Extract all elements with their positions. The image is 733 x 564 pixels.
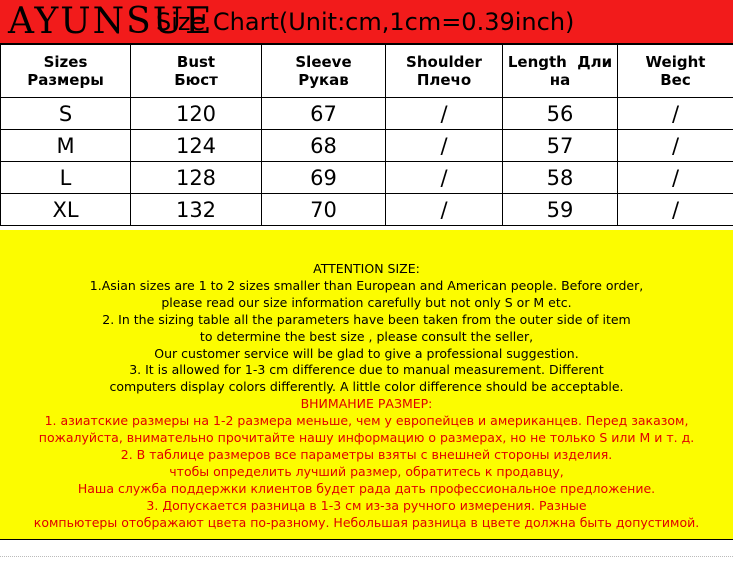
header-length: Length Дли на [503, 45, 618, 98]
table-row [1, 162, 733, 194]
size-notice [0, 230, 733, 540]
notice-line-ru: пожалуйста, внимательно прочитайте нашу информацию о размерах, но не только S или M и т. д. [38, 430, 695, 446]
size-cell: XL [1, 194, 131, 226]
sleeve-cell: 67 [262, 98, 386, 130]
table-row [1, 98, 733, 130]
bust-cell: 132 [131, 194, 262, 226]
bust-cell: 128 [131, 162, 262, 194]
notice-line-ru: Наша служба поддержки клиентов будет рада дать профессиональное предложение. [77, 480, 656, 496]
header-sleeve: Sleeve Рукав [262, 45, 386, 98]
notice-line-en: 1.Asian sizes are 1 to 2 sizes smaller than European and American people. Before order, [89, 277, 644, 293]
weight-cell: / [618, 194, 733, 226]
weight-cell: / [618, 98, 733, 130]
notice-line-en: to determine the best size , please consult the seller, [199, 328, 534, 344]
notice-line-en: 2. In the sizing table all the parameters have been taken from the outer side of item [102, 311, 631, 327]
header-shoulder: Shoulder Плечо [386, 45, 503, 98]
notice-line-ru: 2. В таблице размеров все параметры взяты с внешней стороны изделия. [120, 446, 613, 462]
notice-line-en: ATTENTION SIZE: [313, 261, 420, 276]
notice-line-ru: 3. Допускается разница в 1-3 см из-за ручного измерения. Разные [146, 497, 587, 513]
header-weight: Weight Вес [618, 45, 733, 98]
sleeve-cell: 68 [262, 130, 386, 162]
footer-divider [0, 556, 733, 557]
shoulder-cell: / [386, 130, 503, 162]
size-cell: M [1, 130, 131, 162]
sleeve-cell: 70 [262, 194, 386, 226]
size-cell: S [1, 98, 131, 130]
length-cell: 58 [503, 162, 618, 194]
length-cell: 56 [503, 98, 618, 130]
notice-line-en: 3. It is allowed for 1-3 cm difference due to manual measurement. Different [129, 362, 604, 378]
notice-line-en: Our customer service will be glad to give a professional suggestion. [154, 345, 579, 361]
size-cell: L [1, 162, 131, 194]
header-bust: Bust Бюст [131, 45, 262, 98]
bust-cell: 124 [131, 130, 262, 162]
brand-logo: AYUNSUE [8, 1, 214, 42]
chart-title: Size Chart(Unit:cm,1cm=0.39inch) [156, 8, 575, 36]
sleeve-cell: 69 [262, 162, 386, 194]
weight-cell: / [618, 162, 733, 194]
length-cell: 57 [503, 130, 618, 162]
bust-cell: 120 [131, 98, 262, 130]
shoulder-cell: / [386, 194, 503, 226]
table-row [1, 194, 733, 226]
size-table-header-row [1, 45, 733, 98]
notice-line-en: please read our size information carefully but not only S or M etc. [161, 294, 572, 310]
header-sizes: Sizes Размеры [1, 45, 131, 98]
notice-line-ru: ВНИМАНИЕ РАЗМЕР: [300, 396, 433, 412]
notice-line-ru: компьютеры отображают цвета по-разному. Небольшая разница в цвете должна быть допустимой. [33, 514, 700, 530]
shoulder-cell: / [386, 98, 503, 130]
table-row [1, 130, 733, 162]
length-cell: 59 [503, 194, 618, 226]
shoulder-cell: / [386, 162, 503, 194]
weight-cell: / [618, 130, 733, 162]
notice-line-ru: 1. азиатские размеры на 1-2 размера меньше, чем у европейцев и американцев. Перед заказом, [44, 413, 689, 429]
size-chart-header [0, 0, 733, 44]
notice-line-ru: чтобы определить лучший размер, обратитесь к продавцу, [169, 463, 564, 479]
notice-line-en: computers display colors differently. A little color difference should be acceptable. [109, 379, 624, 395]
size-table [0, 44, 733, 226]
